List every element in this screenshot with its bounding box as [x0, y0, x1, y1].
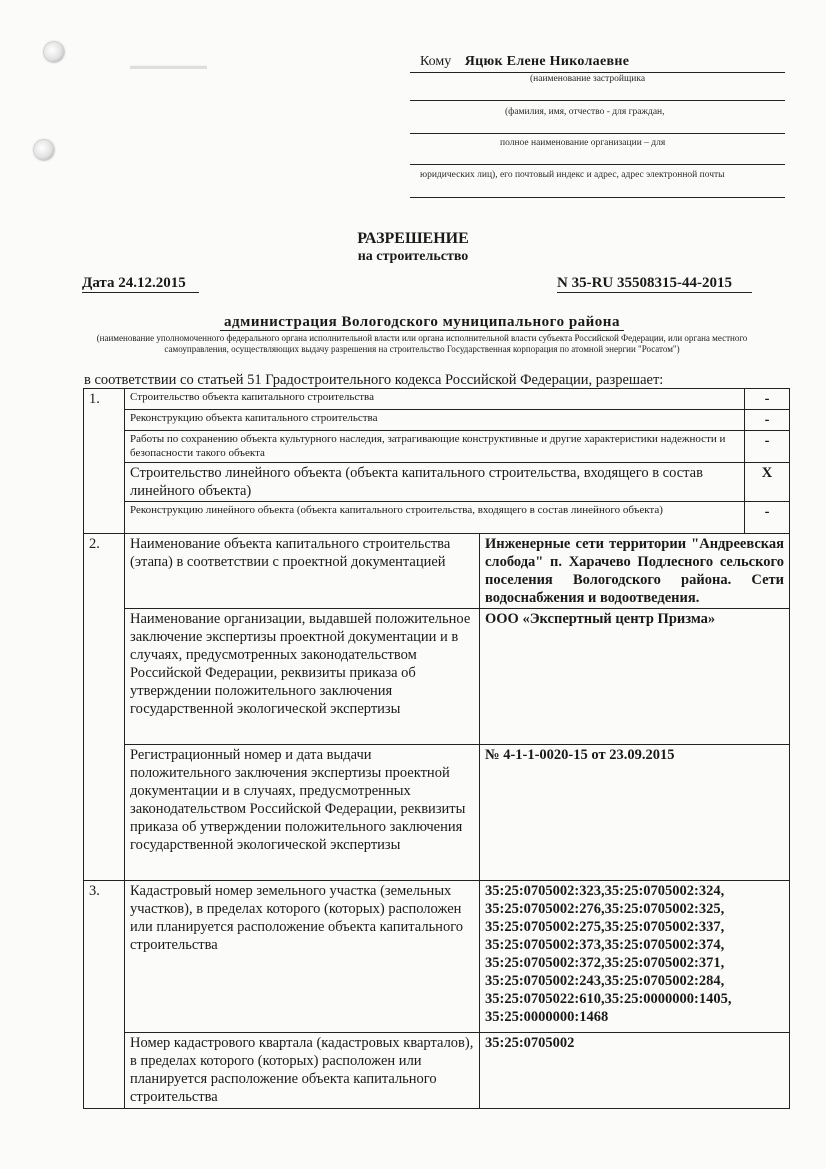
section3-row-2: [84, 1033, 790, 1109]
option-mark: -: [745, 389, 790, 410]
addressee-underline-3: [410, 133, 785, 134]
section1-row-3: [84, 431, 790, 463]
option-mark: -: [745, 431, 790, 463]
permit-date: Дата 24.12.2015: [82, 275, 199, 293]
addressee-name: Яцюк Елене Николаевне: [464, 54, 630, 69]
document-subtitle: на строительство: [357, 249, 469, 264]
field-label: Регистрационный номер и дата выдачи положительного заключения экспертизы проектной документации и в случаях, предусмотренных законодательством Российской Федерации, реквизиты приказа об утверждении положительного заключения государственной экологической экспертизы: [125, 745, 480, 881]
developer-note: (наименование застройщика: [530, 74, 646, 84]
field-value: № 4-1-1-0020-15 от 23.09.2015: [480, 745, 790, 881]
section3-row-1: [84, 881, 790, 1033]
field-label: Наименование объекта капитального строительства (этапа) в соответствии с проектной документацией: [125, 534, 480, 609]
field-value: ООО «Экспертный центр Призма»: [480, 609, 790, 745]
addressee-underline-1: [410, 72, 785, 73]
field-label: Кадастровый номер земельного участка (земельных участков), в пределах которого (которых) расположен или планируется расположение объекта капитального строительства: [125, 881, 480, 1033]
issuing-authority: администрация Вологодского муниципального района: [86, 314, 758, 331]
field-label: Наименование организации, выдавшей положительное заключение экспертизы проектной документации и в случаях, предусмотренных законодательством Российской Федерации, реквизиты приказа об утверждении положительного заключения государственной экологической экспертизы: [125, 609, 480, 745]
addressee-underline-5: [410, 197, 785, 198]
person-note: (фамилия, имя, отчество - для граждан,: [505, 107, 665, 117]
option-label: Работы по сохранению объекта культурного наследия, затрагивающие конструктивные и другие характеристики надежности и безопасности такого объекта: [125, 431, 745, 463]
addressee-underline-4: [410, 164, 785, 165]
section3-number: 3.: [84, 881, 125, 1109]
section1-row-4: [84, 463, 790, 502]
option-label: Строительство линейного объекта (объекта капитального строительства, входящего в состав линейного объекта): [125, 463, 745, 502]
section2-row-2: [84, 609, 790, 745]
field-value: 35:25:0705002: [480, 1033, 790, 1109]
authority-note: (наименование уполномоченного федерального органа исполнительной власти или органа исполнительной власти субъекта Российской Федерации, или органа местного самоуправления, осуществляющих выдачу разрешения на строительство Государственная корпорация по атомной энергии "Росатом"): [96, 333, 748, 354]
section1-number: 1.: [84, 389, 125, 534]
punch-hole-bottom: [34, 140, 54, 160]
permit-table: [83, 388, 790, 1109]
option-label: Реконструкцию объекта капитального строительства: [125, 410, 745, 431]
org-note: полное наименование организации – для: [500, 138, 666, 148]
field-label: Номер кадастрового квартала (кадастровых кварталов), в пределах которого (которых) расположен или планируется расположение объекта капитального строительства: [125, 1033, 480, 1109]
addressee-underline-2: [410, 100, 785, 101]
section2-row-3: [84, 745, 790, 881]
field-value: 35:25:0705002:323,35:25:0705002:324, 35:25:0705002:276,35:25:0705002:325, 35:25:0705002:275,35:25:0705002:337, 35:25:0705002:373,35:25:0705002:374, 35:25:0705002:372,35:25:0705002:371, 35:25:0705002:243,35:25:0705002:284, 35:25:0705022:610,35:25:0000000:1405, 35:25:0000000:1468: [480, 881, 790, 1033]
option-label: Строительство объекта капитального строительства: [125, 389, 745, 410]
addressee-line: [420, 54, 790, 70]
option-mark-selected: Х: [745, 463, 790, 502]
option-label: Реконструкцию линейного объекта (объекта капитального строительства, входящего в состав линейного объекта): [125, 502, 745, 534]
intro-text: в соответствии со статьей 51 Градостроительного кодекса Российской Федерации, разрешает:: [84, 372, 664, 388]
option-mark: -: [745, 410, 790, 431]
permit-number: N 35-RU 35508315-44-2015: [557, 275, 752, 293]
section2-row-1: [84, 534, 790, 609]
field-value: Инженерные сети территории "Андреевская слобода" п. Харачево Подлесного сельского поселения Вологодского района. Сети водоснабжения и водоотведения.: [480, 534, 790, 609]
bleed-through: ▬▬▬▬▬▬▬: [130, 60, 207, 72]
section2-number: 2.: [84, 534, 125, 881]
punch-hole-top: [44, 42, 64, 62]
section1-row-2: [84, 410, 790, 431]
document-title: РАЗРЕШЕНИЕ: [357, 230, 469, 247]
legal-note: юридических лиц), его почтовый индекс и адрес, адрес электронной почты: [420, 170, 725, 180]
option-mark: -: [745, 502, 790, 534]
to-label: Кому: [420, 54, 452, 69]
section1-row-5: [84, 502, 790, 534]
section1-row-1: [84, 389, 790, 410]
